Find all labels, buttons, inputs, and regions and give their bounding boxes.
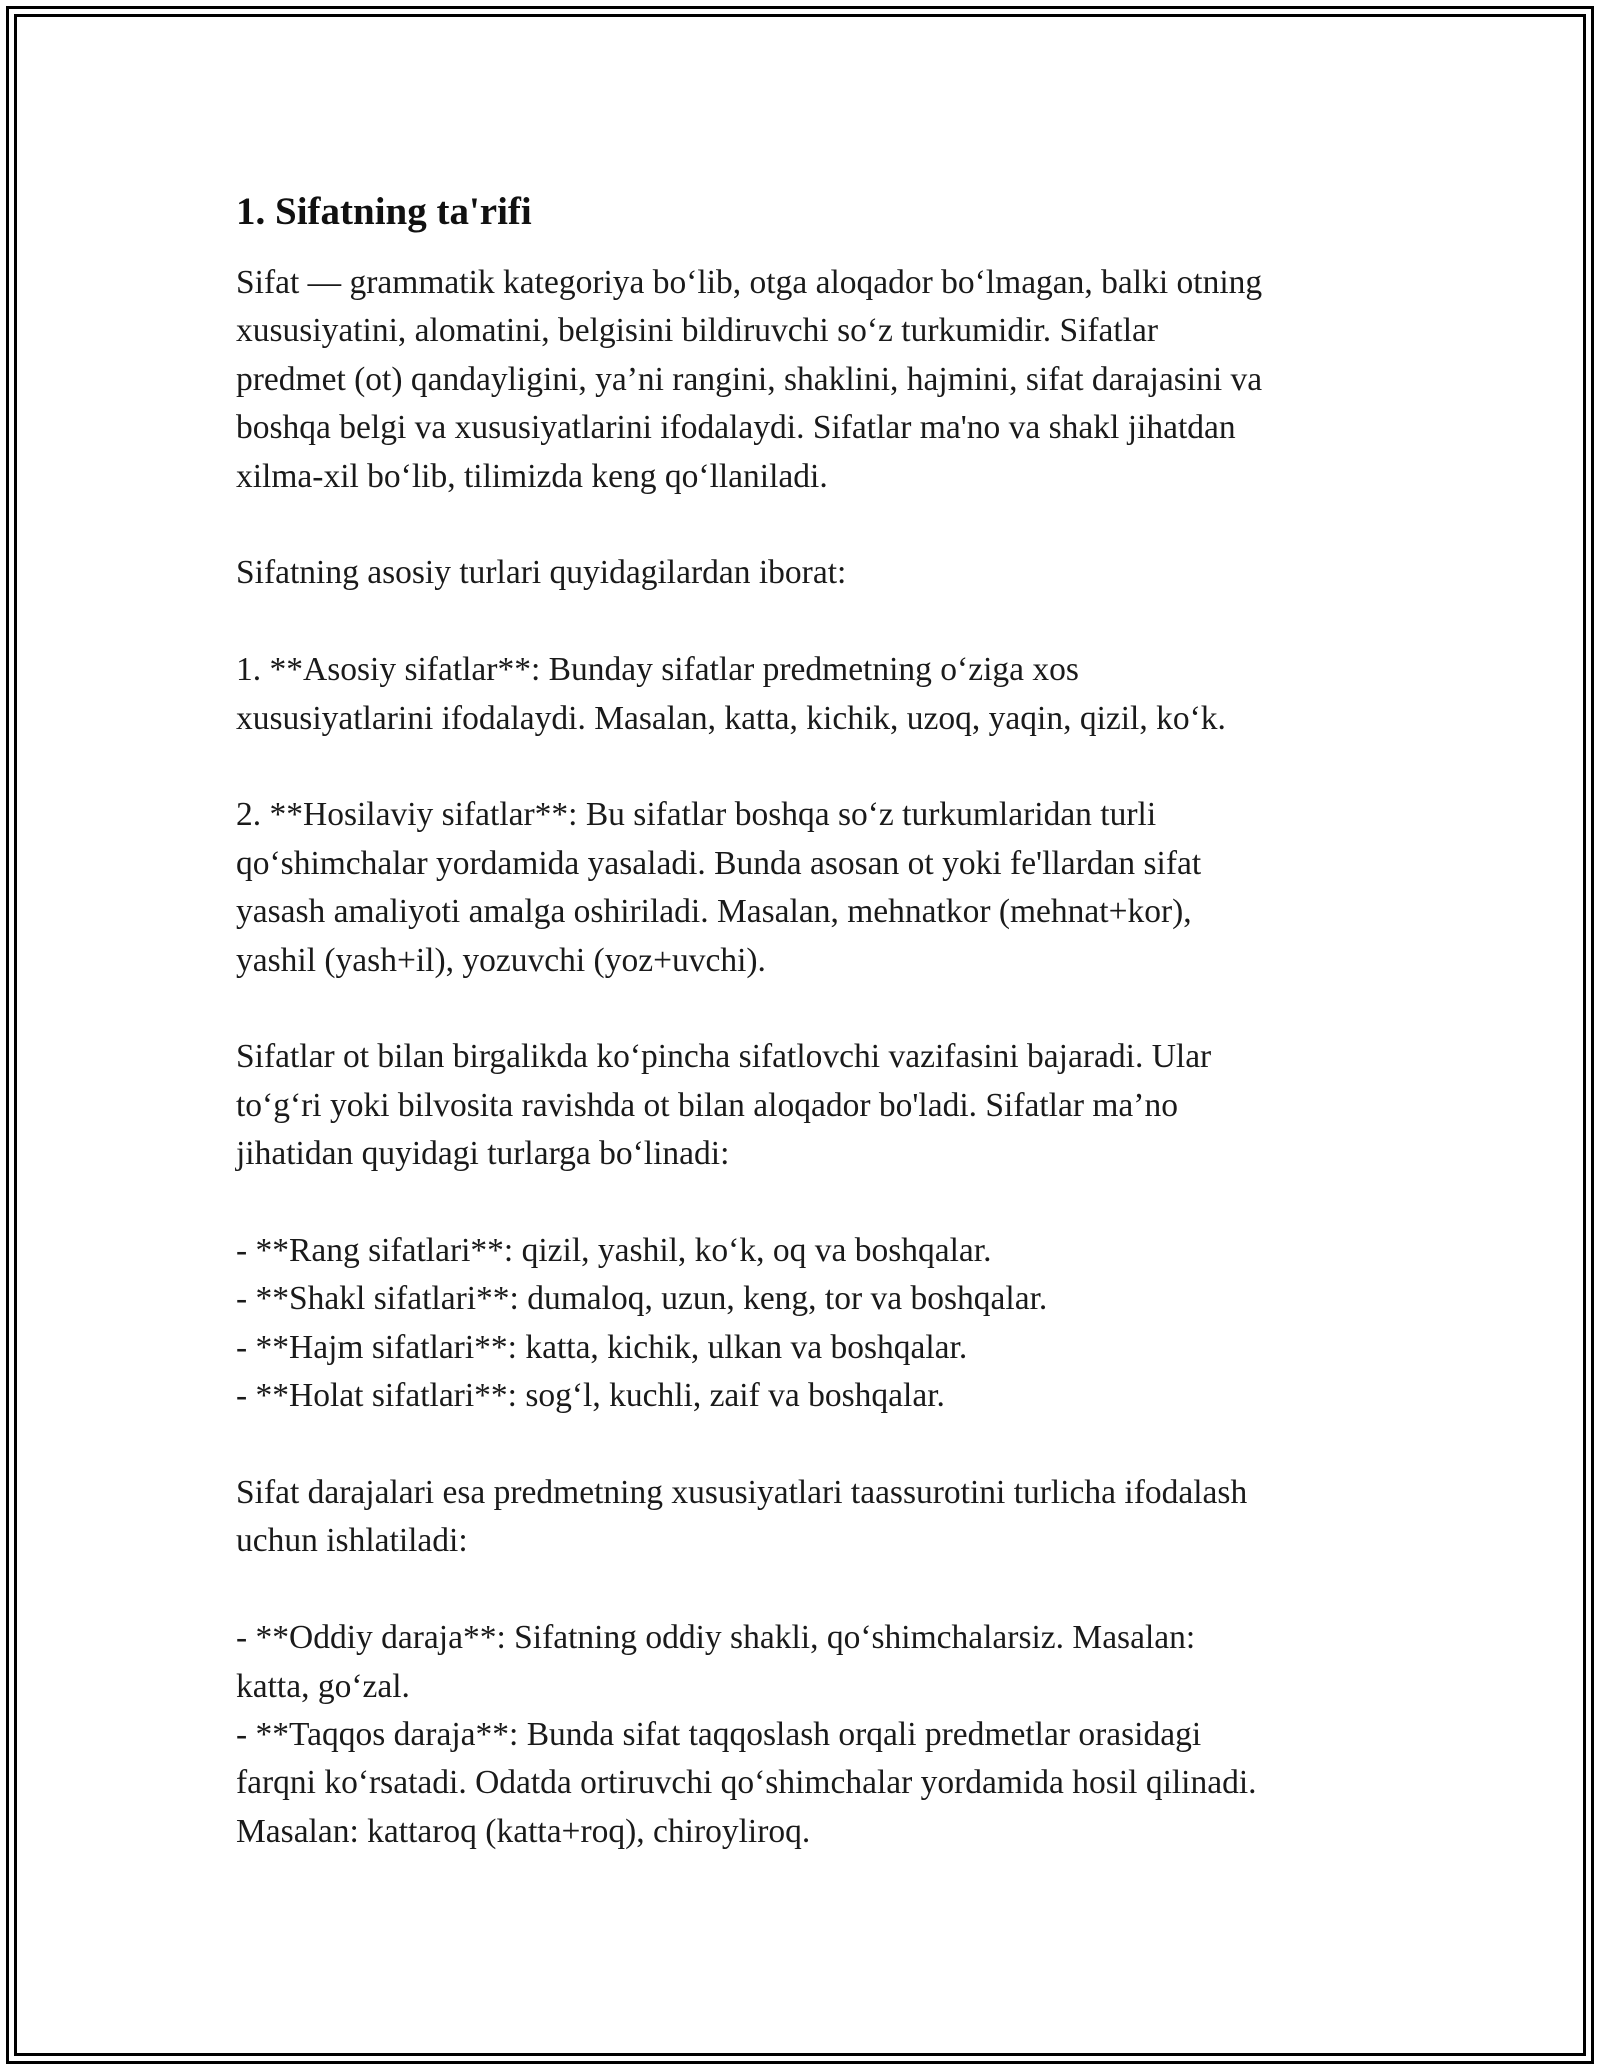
list-item: katta, go‘zal. — [236, 1667, 410, 1705]
text-line: 2. **Hosilaviy sifatlar**: Bu sifatlar boshqa so‘z turkumlaridan turli — [236, 796, 1157, 834]
list-degrees — [236, 1614, 1376, 1856]
text-line: Sifat — grammatik kategoriya bo‘lib, otga aloqador bo‘lmagan, balki otning — [236, 264, 1263, 301]
paragraph-derived-adjectives — [236, 791, 1376, 985]
document-body — [236, 186, 1376, 1856]
list-meaning-types — [236, 1227, 1376, 1421]
paragraph-basic-adjectives — [236, 646, 1376, 743]
list-item: - **Taqqos daraja**: Bunda sifat taqqoslash orqali predmetlar orasidagi — [236, 1716, 1202, 1754]
text-line: Sifatlar ot bilan birgalikda ko‘pincha sifatlovchi vazifasini bajaradi. Ular — [236, 1038, 1212, 1076]
text-line: to‘g‘ri yoki bilvosita ravishda ot bilan aloqador bo'ladi. Sifatlar ma’no — [236, 1086, 1178, 1124]
list-item: Masalan: kattaroq (katta+roq), chiroyliroq. — [236, 1812, 811, 1850]
list-item: farqni ko‘rsatadi. Odatda ortiruvchi qo‘shimchalar yordamida hosil qilinadi. — [236, 1764, 1257, 1802]
list-item: - **Hajm sifatlari**: katta, kichik, ulkan va boshqalar. — [236, 1328, 968, 1366]
text-line: Sifatning asosiy turlari quyidagilardan iborat: — [236, 554, 847, 592]
text-line: jihatidan quyidagi turlarga bo‘linadi: — [236, 1135, 730, 1173]
list-item: - **Shakl sifatlari**: dumaloq, uzun, keng, tor va boshqalar. — [236, 1280, 1048, 1318]
text-line: xususiyatlarini ifodalaydi. Masalan, katta, kichik, uzoq, yaqin, qizil, ko‘k. — [236, 699, 1226, 737]
text-line: uchun ishlatiladi: — [236, 1522, 468, 1560]
text-line: qo‘shimchalar yordamida yasaladi. Bunda asosan ot yoki fe'llardan sifat — [236, 844, 1202, 882]
list-item: - **Oddiy daraja**: Sifatning oddiy shakli, qo‘shimchalarsiz. Masalan: — [236, 1619, 1196, 1657]
text-line: Sifat darajalari esa predmetning xususiyatlari taassurotini turlicha ifodalash — [236, 1474, 1248, 1512]
text-line: yasash amaliyoti amalga oshiriladi. Masalan, mehnatkor (mehnat+kor), — [236, 893, 1192, 931]
paragraph-types-intro — [236, 549, 1376, 597]
paragraph-degrees-intro — [236, 1469, 1376, 1566]
list-item: - **Rang sifatlari**: qizil, yashil, ko‘k, oq va boshqalar. — [236, 1232, 992, 1270]
text-line: predmet (ot) qandayligini, ya’ni rangini, shaklini, hajmini, sifat darajasini va — [236, 360, 1263, 398]
text-line: yashil (yash+il), yozuvchi (yoz+uvchi). — [236, 941, 766, 979]
list-item: - **Holat sifatlari**: sog‘l, kuchli, zaif va boshqalar. — [236, 1377, 945, 1415]
paragraph-function — [236, 1033, 1376, 1178]
text-line: 1. **Asosiy sifatlar**: Bunday sifatlar predmetning o‘ziga xos — [236, 651, 1079, 689]
paragraph-definition — [236, 259, 1376, 501]
text-line: xususiyatini, alomatini, belgisini bildiruvchi so‘z turkumidir. Sifatlar — [236, 312, 1159, 350]
text-line: boshqa belgi va xususiyatlarini ifodalaydi. Sifatlar ma'no va shakl jihatdan — [236, 409, 1236, 447]
section-heading: 1. Sifatning ta'rifi — [236, 190, 532, 233]
text-line: xilma-xil bo‘lib, tilimizda keng qo‘llaniladi. — [236, 457, 828, 495]
